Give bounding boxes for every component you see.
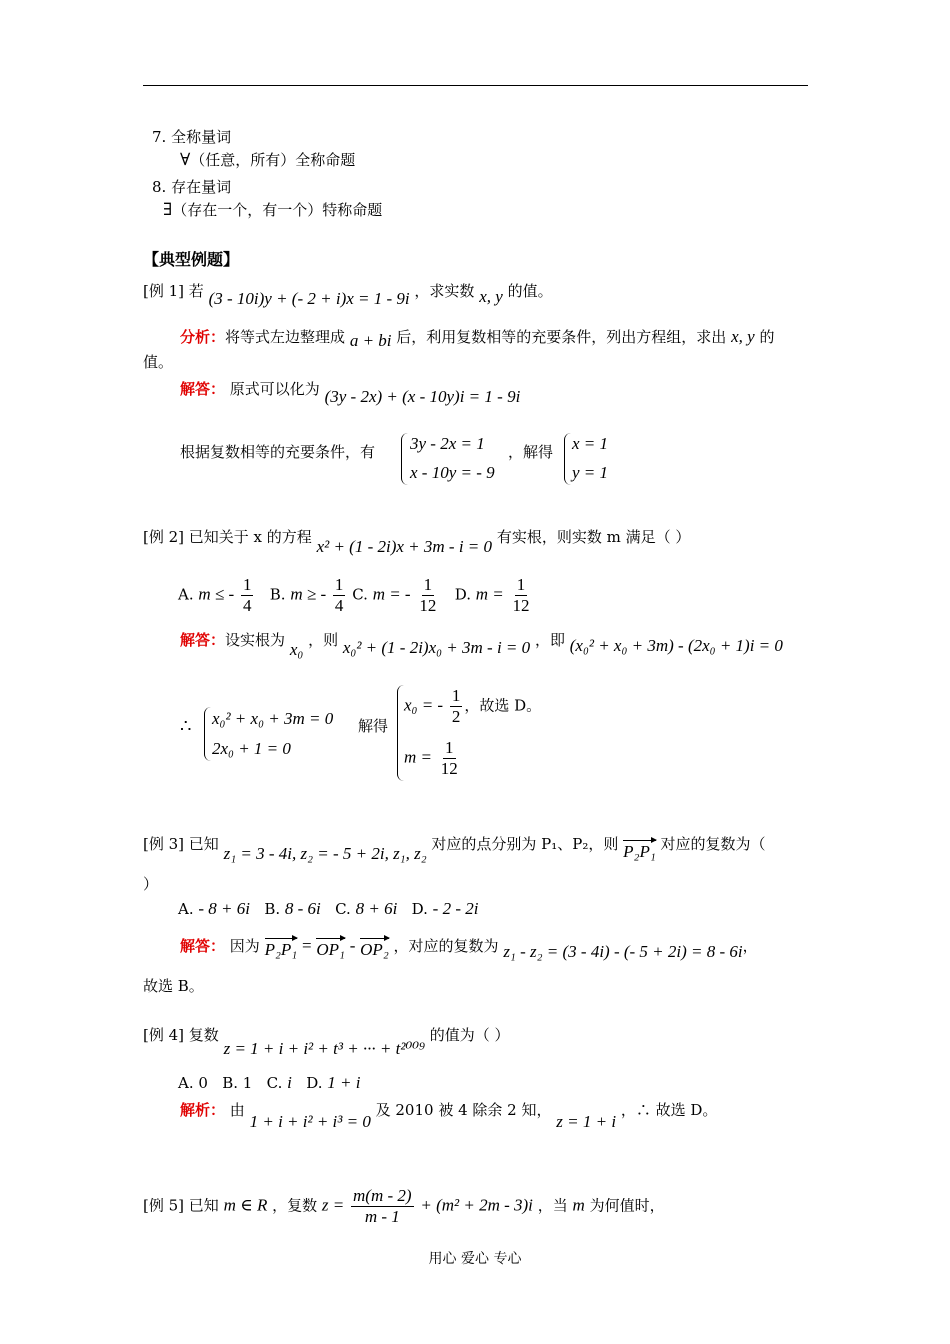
- sol-b-fraction: [439, 738, 460, 779]
- answer-label: 解答：: [180, 380, 226, 398]
- equals-sign: =: [301, 936, 312, 955]
- ex5-rest: + (m² + 2m - 3)i: [420, 1195, 533, 1215]
- option-d-expr: m =: [475, 584, 504, 604]
- answer-equation-1: 1 + i + i² + i³ = 0: [249, 1112, 371, 1131]
- answer-x0: x₀: [289, 640, 304, 659]
- solution-eq-2: [404, 738, 462, 779]
- option-b-expr: m ≥ -: [290, 584, 327, 604]
- example-2-question: [143, 527, 691, 556]
- analysis-expr: a + bi: [349, 331, 392, 350]
- option-c-label: C.: [266, 1074, 283, 1092]
- section-8-desc: （存在一个，有一个）特称命题: [172, 201, 383, 219]
- option-c-label: C.: [352, 585, 368, 604]
- ex3-equation: z₁ = 3 - 4i, z₂ = - 5 + 2i, z₁, z₂: [223, 844, 427, 863]
- answer-text-a: 由: [229, 1101, 245, 1119]
- frac-num: 1: [445, 738, 454, 757]
- ex1-label: [例 1] 若: [143, 282, 204, 300]
- answer-text-a: 因为: [229, 937, 260, 955]
- option-c-fraction: [417, 575, 438, 616]
- answer-equation-2: z = 1 + i: [556, 1112, 617, 1131]
- choose-b: 故选 B。: [143, 977, 204, 995]
- ex1-vars: x, y: [479, 287, 503, 306]
- answer-text-b: ，对应的复数为: [393, 937, 499, 955]
- ex4-equation: z = 1 + i + i² + t³ + ··· + t²⁰⁰⁹: [223, 1039, 425, 1058]
- sol-b-expr: m =: [404, 747, 432, 767]
- answer-text: 原式可以化为: [229, 380, 320, 398]
- frac-num: 1: [423, 575, 433, 594]
- ex5-label: [例 5] 已知: [143, 1196, 219, 1215]
- option-b-expr: 8 - 6i: [284, 899, 321, 918]
- ex3-label: [例 3] 已知: [143, 835, 219, 853]
- analysis-text-a: 将等式左边整理成: [225, 328, 346, 346]
- system-brace: [401, 433, 408, 485]
- frac-den: 4: [242, 596, 252, 615]
- answer-label: 解答：: [180, 631, 226, 649]
- header-rule: [143, 85, 808, 86]
- page-footer: 用心 爱心 专心: [428, 1251, 522, 1267]
- option-a: A. 0: [178, 1074, 208, 1092]
- example-4-options: [178, 1073, 360, 1093]
- ex5-var: m: [572, 1195, 585, 1215]
- example-5-question: [143, 1186, 665, 1227]
- analysis-text-b: 后，利用复数相等的充要条件，列出方程组，求出: [396, 328, 727, 346]
- ex5-ask-end: 为何值时，: [589, 1196, 665, 1215]
- system-eq-2: x - 10y = - 9: [410, 463, 495, 482]
- frac-den: 12: [512, 596, 530, 615]
- therefore-symbol: ∴: [180, 716, 192, 736]
- frac-num: 1: [516, 575, 526, 594]
- answer-text-b: ，则: [308, 631, 339, 649]
- frac-num: m(m - 2): [353, 1186, 412, 1205]
- option-a-expr: - 8 + 6i: [198, 899, 250, 918]
- answer-text-b: 及 2010 被 4 除余 2 知，: [375, 1101, 552, 1119]
- ex1-ask: ，求实数: [414, 282, 475, 300]
- option-d-label: D.: [454, 585, 471, 604]
- ex1-equation: (3 - 10i)y + (- 2 + i)x = 1 - 9i: [208, 289, 410, 308]
- ex3-ask-end2: ）: [143, 875, 159, 893]
- solve-text: ，解得: [508, 443, 554, 461]
- analysis-vars: x, y: [731, 327, 755, 346]
- example-3-question: [143, 828, 766, 863]
- answer-label: 解答：: [180, 937, 226, 955]
- answer-text-a: 设实根为: [225, 631, 286, 649]
- vector-op1: OP₁: [316, 934, 345, 960]
- section-8-line: [163, 200, 382, 220]
- section-7-desc: （任意，所有）全称命题: [190, 151, 356, 169]
- ex3-ask: 对应的点分别为 P₁、P₂，则: [431, 835, 619, 853]
- option-b-fraction: [333, 575, 346, 616]
- option-c-expr: i: [287, 1073, 292, 1092]
- option-a-expr: m ≤ -: [198, 584, 235, 604]
- sol-a-fraction: [450, 686, 463, 727]
- solution-eq-2: y = 1: [572, 463, 609, 482]
- example-2-options: [178, 575, 534, 616]
- frac-den: 2: [451, 707, 461, 726]
- option-d-label: D.: [411, 900, 428, 918]
- frac-num: 1: [242, 575, 252, 594]
- vector-p2p1: P₂P₁: [623, 836, 656, 862]
- frac-den: 12: [419, 596, 437, 615]
- forall-symbol: ∀: [180, 150, 191, 169]
- comma: ，: [742, 937, 758, 955]
- system-eq-1: 3y - 2x = 1: [410, 434, 485, 453]
- ex5-z: z =: [321, 1195, 345, 1215]
- example-1-analysis: [180, 327, 775, 350]
- section-heading: 【典型例题】: [143, 250, 240, 269]
- option-d-label: D.: [306, 1074, 323, 1092]
- vector-op2: OP₂: [360, 934, 389, 960]
- frac-den: m - 1: [364, 1207, 400, 1226]
- frac-num: 1: [451, 686, 461, 705]
- ex3-ask-end: 对应的复数为（: [660, 835, 766, 853]
- system-eq-2: 2x₀ + 1 = 0: [212, 739, 291, 758]
- system-eq-1: x₀² + x₀ + 3m = 0: [212, 709, 334, 728]
- system-brace: [204, 707, 211, 761]
- ex4-ask: 的值为（ ）: [429, 1026, 510, 1044]
- choose-d: ，故选 D。: [464, 696, 542, 715]
- sol-a-expr: x₀ = -: [404, 695, 444, 715]
- option-c-label: C.: [335, 900, 351, 918]
- analysis-text-c: 的: [759, 328, 775, 346]
- section-7-title: 7. 全称量词: [152, 128, 232, 146]
- answer-text-c: ，∴ 故选 D。: [620, 1101, 718, 1119]
- option-c-expr: m = -: [372, 584, 411, 604]
- example-4-answer: [180, 1100, 718, 1131]
- example-3-options: [178, 899, 478, 919]
- ex2-label: [例 2] 已知关于 x 的方程: [143, 528, 312, 546]
- ex5-fraction: [351, 1186, 414, 1227]
- option-c-expr: 8 + 6i: [355, 899, 398, 918]
- option-a-fraction: [241, 575, 254, 616]
- answer-equation-2: (x₀² + x₀ + 3m) - (2x₀ + 1)i = 0: [569, 636, 783, 655]
- ex2-equation: x² + (1 - 2i)x + 3m - i = 0: [316, 537, 493, 556]
- condition-text: 根据复数相等的充要条件，有: [180, 443, 376, 461]
- ex1-ask-end: 的值。: [507, 282, 553, 300]
- solution-eq-1: [404, 686, 541, 727]
- example-3-answer: [180, 930, 758, 961]
- option-b-label: B.: [264, 900, 281, 918]
- exists-symbol: ∃: [163, 200, 173, 219]
- option-b: B. 1: [222, 1074, 253, 1092]
- example-1-answer: [180, 379, 521, 406]
- vector-p2p1: P₂P₁: [265, 934, 298, 960]
- option-d-expr: 1 + i: [327, 1073, 361, 1092]
- answer-equation: (3y - 2x) + (x - 10y)i = 1 - 9i: [324, 387, 521, 406]
- solve-text: 解得: [358, 717, 389, 735]
- solution-brace: [564, 433, 571, 485]
- ex5-condition: m ∈ R: [223, 1195, 268, 1215]
- option-a-label: A.: [178, 585, 194, 604]
- answer-equation: z₁ - z₂ = (3 - 4i) - (- 5 + 2i) = 8 - 6i: [503, 942, 743, 961]
- example-4-question: [143, 1025, 510, 1058]
- answer-text-c: ，即: [534, 631, 565, 649]
- option-a-label: A.: [178, 900, 194, 918]
- option-d-expr: - 2 - 2i: [432, 899, 479, 918]
- ex5-ask: ，当: [537, 1196, 568, 1215]
- answer-label: 解析：: [180, 1101, 226, 1119]
- answer-equation-1: x₀² + (1 - 2i)x₀ + 3m - i = 0: [342, 638, 531, 657]
- ex2-ask: 有实根，则实数 m 满足（ ）: [496, 528, 691, 546]
- analysis-label: 分析：: [180, 328, 226, 346]
- frac-den: 12: [440, 759, 458, 778]
- option-b-label: B.: [269, 585, 286, 604]
- analysis-text-d: 值。: [143, 353, 174, 371]
- ex4-label: [例 4] 复数: [143, 1026, 219, 1044]
- section-8-title: 8. 存在量词: [152, 178, 232, 196]
- option-d-fraction: [511, 575, 532, 616]
- frac-den: 4: [334, 596, 344, 615]
- frac-num: 1: [334, 575, 344, 594]
- solution-brace: [397, 685, 404, 781]
- section-7-line: [180, 150, 355, 170]
- ex5-mid: ，复数: [272, 1196, 318, 1215]
- example-2-answer: [180, 630, 783, 659]
- solution-eq-1: x = 1: [572, 434, 609, 453]
- minus-sign: -: [349, 936, 356, 955]
- example-1-question: [143, 281, 553, 308]
